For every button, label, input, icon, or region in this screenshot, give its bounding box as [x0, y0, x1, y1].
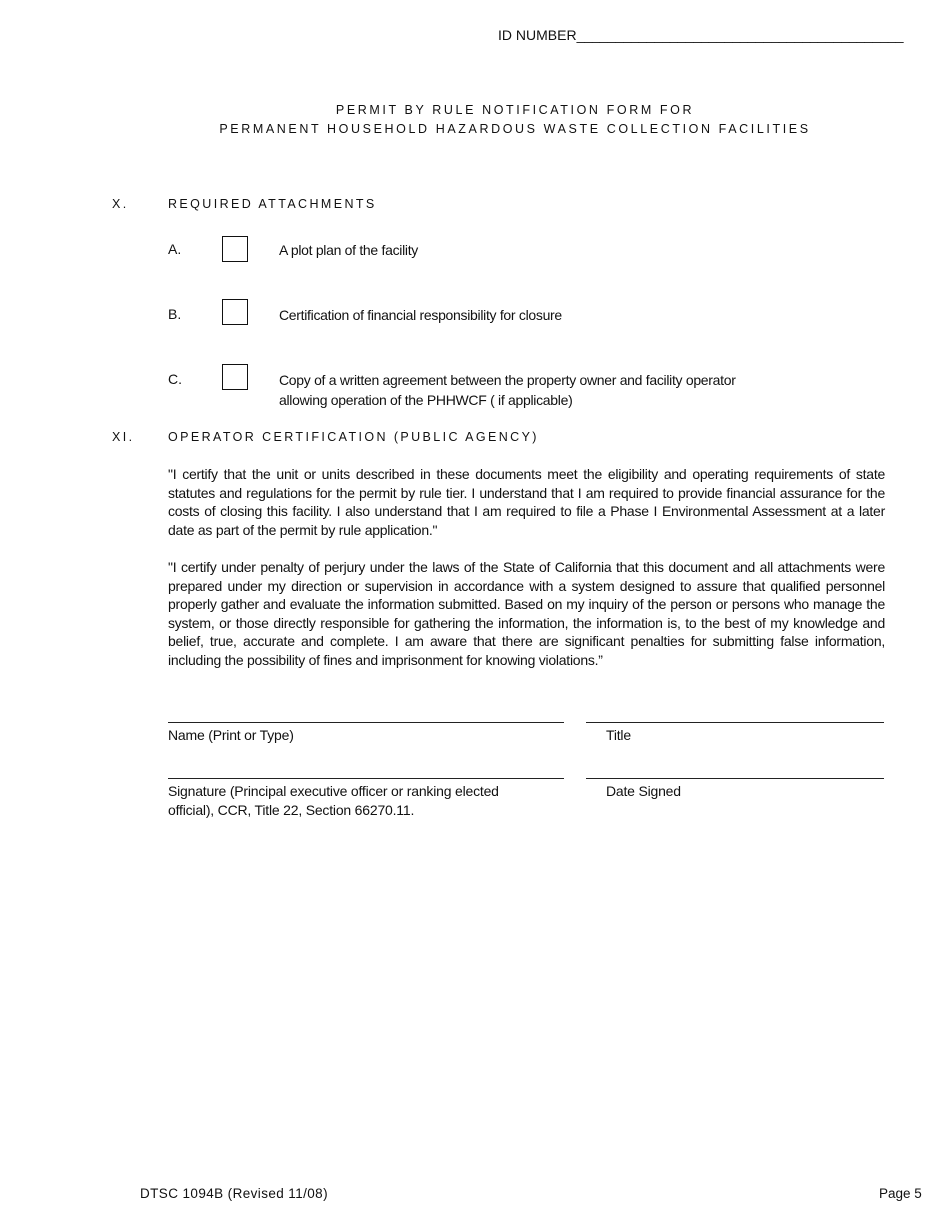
item-b-text: Certification of financial responsibility for closure: [279, 307, 562, 323]
checkbox-financial-responsibility[interactable]: [222, 299, 248, 325]
id-number-blank[interactable]: __________________________________________: [576, 27, 904, 43]
form-number: DTSC 1094B (Revised 11/08): [140, 1186, 328, 1201]
form-title-line2: PERMANENT HOUSEHOLD HAZARDOUS WASTE COLLECTION FACILITIES: [219, 122, 811, 136]
certification-paragraph-2: "I certify under penalty of perjury under the laws of the State of California that this document and all attachments were prepared under my direction or supervision in accordance with a system designed to assure that qualified personnel properly gather and evaluate the information submitted. Based on my inquiry of the person or persons who manage the system, or those directly responsible for gathering the information, the information is, to the best of my knowledge and belief, true, accurate and complete. I am aware that there are significant penalties for submitting false information, including the possibility of fines and imprisonment for knowing violations.”: [168, 559, 885, 668]
signature-line[interactable]: [168, 778, 564, 779]
name-label: Name (Print or Type): [168, 727, 294, 743]
form-title-line1: PERMIT BY RULE NOTIFICATION FORM FOR: [335, 103, 695, 117]
certification-paragraph-1: "I certify that the unit or units described in these documents meet the eligibility and operating requirements of state statutes and regulations for the permit by rule tier. I understand that I am required to provide financial assurance for the costs of closing this facility. I also understand that I am required to file a Phase I Environmental Assessment at a later date as part of the permit by rule application.": [168, 466, 885, 538]
section-x-title: REQUIRED ATTACHMENTS: [168, 197, 377, 211]
item-b-letter: B.: [168, 306, 182, 322]
item-a-text: A plot plan of the facility: [279, 242, 418, 258]
title-label: Title: [606, 727, 631, 743]
name-signature-line[interactable]: [168, 722, 564, 723]
id-number-field[interactable]: [498, 27, 904, 43]
date-signed-label: Date Signed: [606, 783, 681, 799]
item-a-letter: A.: [168, 241, 182, 257]
item-c-text-line2: allowing operation of the PHHWCF ( if applicable): [279, 392, 573, 408]
item-c-text-line1: Copy of a written agreement between the property owner and facility operator: [279, 372, 736, 388]
checkbox-written-agreement[interactable]: [222, 364, 248, 390]
section-xi-title: OPERATOR CERTIFICATION (PUBLIC AGENCY): [168, 430, 539, 444]
signature-label-line2: official), CCR, Title 22, Section 66270.11.: [168, 802, 415, 818]
checkbox-plot-plan[interactable]: [222, 236, 248, 262]
date-signed-line[interactable]: [586, 778, 884, 779]
section-x-number: X.: [112, 197, 129, 211]
signature-label-line1: Signature (Principal executive officer or ranking elected: [168, 783, 499, 799]
item-c-letter: C.: [168, 371, 182, 387]
section-xi-number: XI.: [112, 430, 135, 444]
page-number: Page 5: [879, 1186, 922, 1201]
title-signature-line[interactable]: [586, 722, 884, 723]
id-number-label: ID NUMBER: [498, 27, 577, 43]
